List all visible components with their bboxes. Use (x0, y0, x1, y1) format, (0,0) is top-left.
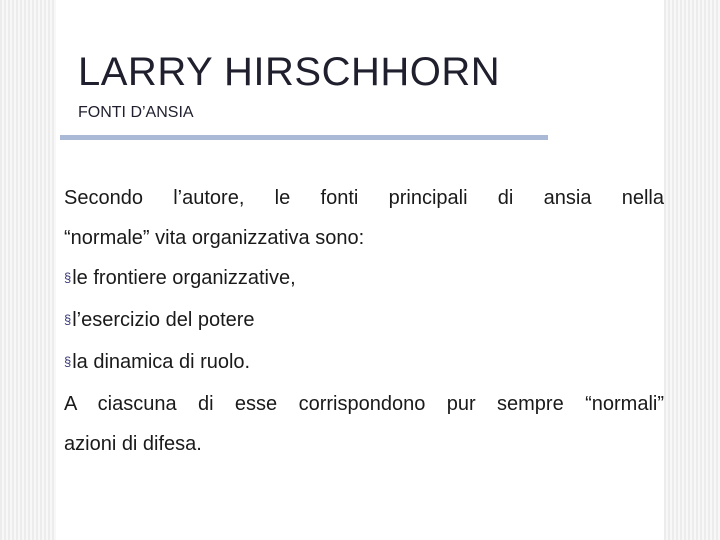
bullet-item (64, 342, 664, 384)
bullet-text: l’esercizio del potere (72, 309, 255, 331)
section-bullet-icon: § (64, 312, 72, 327)
intro-line-1: Secondo l’autore, le fonti principali di ansia nella (64, 187, 664, 209)
section-bullet-icon: § (64, 354, 72, 369)
slide-subtitle: FONTI D’ANSIA (78, 104, 194, 121)
slide-body (64, 178, 664, 464)
right-decorative-stripes (664, 0, 720, 540)
section-bullet-icon: § (64, 270, 72, 285)
bullet-item (64, 300, 664, 342)
bullet-item (64, 258, 664, 300)
outro-line-2: azioni di difesa. (64, 433, 202, 455)
slide-title: LARRY HIRSCHHORN (78, 50, 501, 94)
bullet-text: le frontiere organizzative, (72, 267, 296, 289)
intro-line-2: “normale” vita organizzativa sono: (64, 227, 365, 249)
outro-line-1: A ciascuna di esse corrispondono pur sempre “normali” (64, 393, 664, 415)
title-divider (60, 135, 548, 140)
left-decorative-stripes (0, 0, 56, 540)
bullet-text: la dinamica di ruolo. (72, 351, 251, 373)
